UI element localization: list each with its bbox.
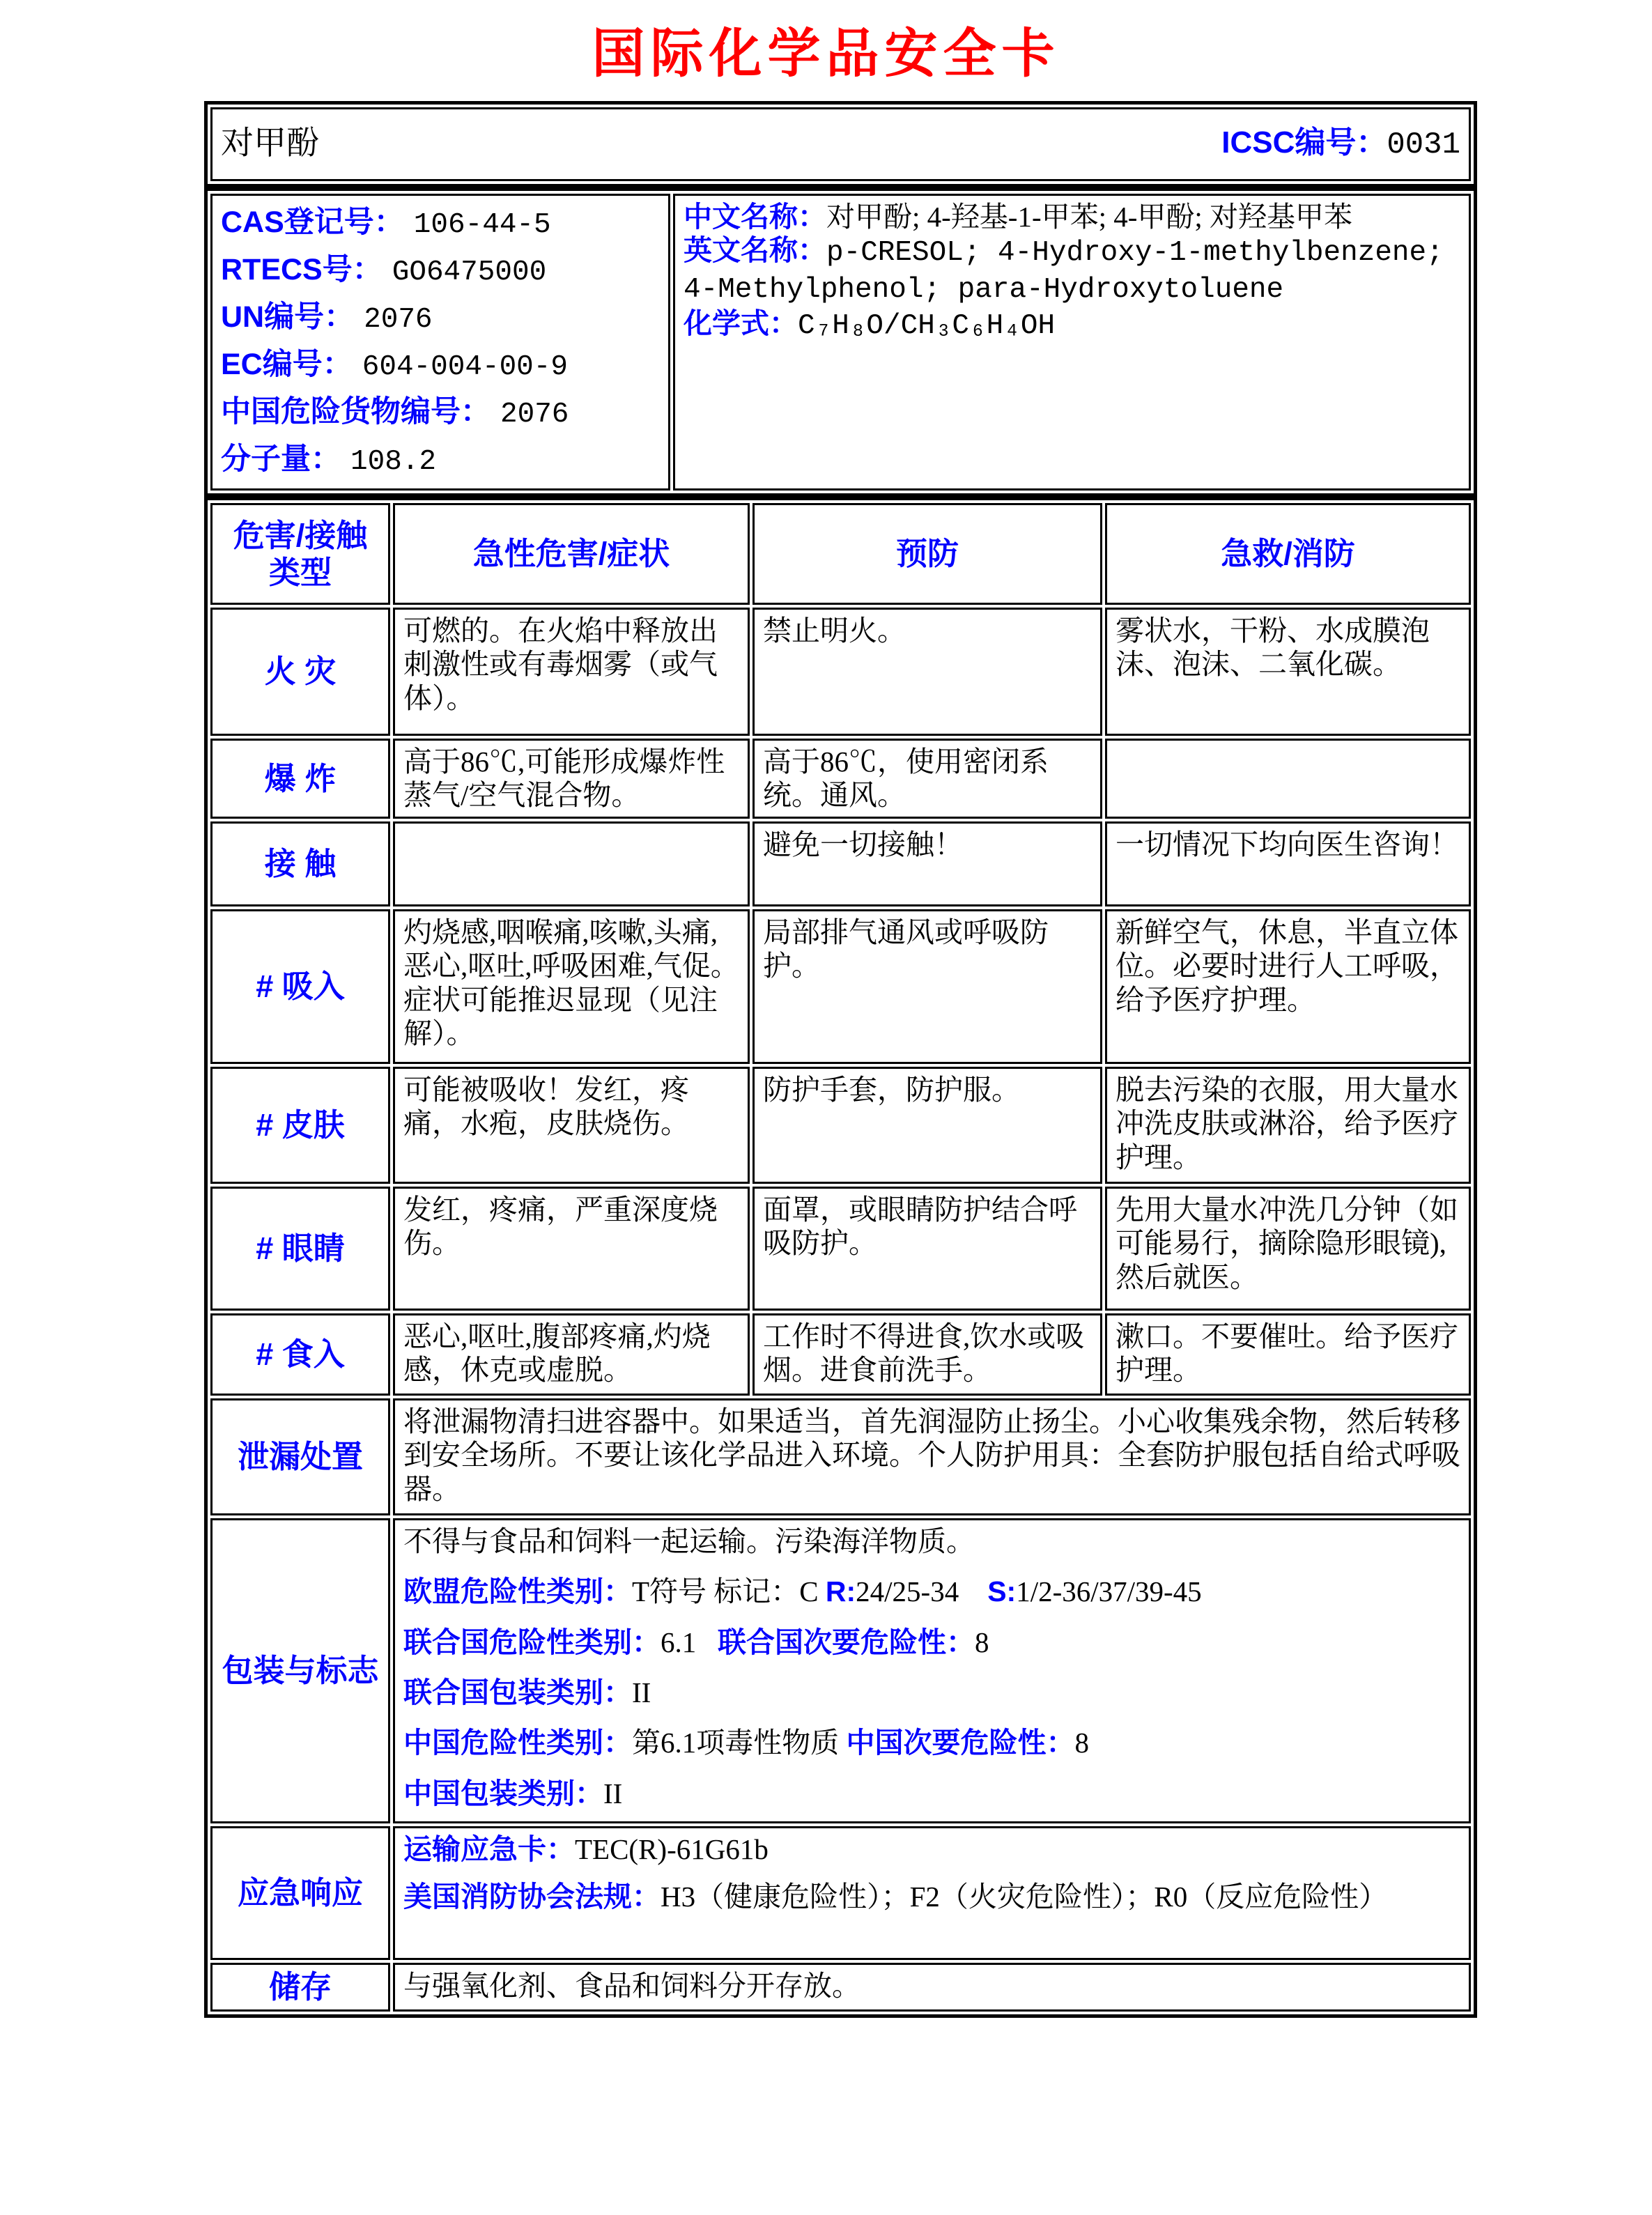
prevention-cell: 局部排气通风或呼吸防护。: [752, 909, 1102, 1064]
icsc-label: ICSC编号：: [1221, 125, 1387, 160]
english-name: [684, 233, 1460, 307]
symptoms-cell: 灼烧感,咽喉痛,咳嗽,头痛,恶心,呕吐,呼吸困难,气促。症状可能推迟显现（见注解）。: [393, 909, 750, 1064]
emergency-line: 美国消防协会法规：H3（健康危险性）；F2（火灾危险性）；R0（反应危险性）: [403, 1881, 1388, 1913]
chinese-name-value: 对甲酚; 4-羟基-1-甲苯; 4-甲酚; 对羟基甲苯: [826, 201, 1353, 233]
emergency-line: 运输应急卡：TEC(R)-61G61b: [403, 1832, 769, 1865]
emergency-row-label: 应急响应: [210, 1826, 390, 1960]
symptoms-cell: 可能被吸收！发红，疼痛，水疱，皮肤烧伤。: [393, 1067, 750, 1184]
identifier-row: [221, 200, 660, 247]
chemical-formula-value: C₇H₈O/CH₃C₆H₄OH: [798, 310, 1056, 343]
packaging-row: [210, 1518, 1471, 1823]
header-cell: [210, 107, 1471, 181]
icsc-number-group: [1221, 125, 1460, 164]
packaging-row-label: 包装与标志: [210, 1518, 390, 1823]
identifier-label: RTECS号：: [221, 253, 383, 286]
packaging-cell: [393, 1518, 1471, 1823]
firstaid-cell: 一切情况下均向医生咨询！: [1105, 821, 1471, 906]
firstaid-cell: 脱去污染的衣服，用大量水冲洗皮肤或淋浴，给予医疗护理。: [1105, 1067, 1471, 1184]
hazard-type-cell: # 眼睛: [210, 1187, 390, 1311]
hazard-header-type: [210, 503, 390, 605]
hazard-row-inhalation: [210, 909, 1471, 1064]
emergency-row: [210, 1826, 1471, 1960]
icsc-number: 0031: [1387, 128, 1460, 163]
hazard-type-cell: # 吸入: [210, 909, 390, 1064]
storage-text-cell: 与强氧化剂、食品和饲料分开存放。: [393, 1963, 1471, 2012]
identifier-value: 604-004-00-9: [362, 351, 568, 383]
identifier-value: 2076: [364, 304, 433, 336]
identifier-label: 分子量：: [221, 442, 341, 476]
symptoms-cell: 可燃的。在火焰中释放出刺激性或有毒烟雾（或气体）。: [393, 608, 750, 736]
chemical-formula-label: 化学式：: [684, 307, 798, 340]
prevention-cell: 工作时不得进食,饮水或吸烟。进食前洗手。: [752, 1313, 1102, 1396]
chinese-name-label: 中文名称：: [684, 201, 826, 233]
identity-table: [204, 187, 1477, 497]
identifier-label: CAS登记号：: [221, 206, 404, 239]
packaging-line: 中国包装类别：II: [403, 1777, 623, 1809]
symptoms-cell: 发红，疼痛，严重深度烧伤。: [393, 1187, 750, 1311]
identifier-row: [221, 342, 660, 389]
hazard-row-explosion: [210, 739, 1471, 819]
hazard-type-cell: 火 灾: [210, 608, 390, 736]
hazard-row-fire: [210, 608, 1471, 736]
prevention-cell: 避免一切接触！: [752, 821, 1102, 906]
prevention-cell: 防护手套，防护服。: [752, 1067, 1102, 1184]
hazard-type-cell: 接 触: [210, 821, 390, 906]
spill-row-label: 泄漏处置: [210, 1398, 390, 1515]
packaging-line: 欧盟危险性类别：T符号 标记：C R:24/25-34 S:1/2-36/37/39-45: [403, 1575, 1202, 1608]
identifier-value: 2076: [500, 399, 569, 431]
page-title: 国际化学品安全卡: [592, 24, 1060, 84]
prevention-cell: 面罩，或眼睛防护结合呼吸防护。: [752, 1187, 1102, 1311]
identifier-value: 106-44-5: [413, 209, 551, 241]
hazard-header-prevention: 预防: [752, 503, 1102, 605]
icsc-card: [204, 101, 1477, 2018]
identifier-row: [221, 437, 660, 484]
symptoms-cell: 恶心,呕吐,腹部疼痛,灼烧感，休克或虚脱。: [393, 1313, 750, 1396]
firstaid-cell: [1105, 739, 1471, 819]
hazard-header-type-line1: 危害/接触: [233, 517, 368, 553]
packaging-line: 中国危险性类别：第6.1项毒性物质 中国次要危险性：8: [403, 1727, 1089, 1759]
hazard-type-cell: # 食入: [210, 1313, 390, 1396]
identifier-label: EC编号：: [221, 348, 353, 381]
identifier-label: UN编号：: [221, 300, 355, 334]
hazard-row-eyes: [210, 1187, 1471, 1311]
hazard-type-cell: 爆 炸: [210, 739, 390, 819]
spill-row: [210, 1398, 1471, 1515]
english-name-label: 英文名称：: [684, 234, 826, 267]
prevention-cell: 高于86℃，使用密闭系统。通风。: [752, 739, 1102, 819]
chemical-formula: [684, 307, 1460, 343]
english-name-value: p-CRESOL; 4-Hydroxy-1-methylbenzene; 4-Methylphenol; para-Hydroxytoluene: [684, 237, 1444, 306]
hazard-header-firstaid: 急救/消防: [1105, 503, 1471, 605]
chinese-name: [684, 200, 1460, 233]
storage-row: [210, 1963, 1471, 2012]
names-cell: [673, 194, 1471, 491]
hazard-row-exposure: [210, 821, 1471, 906]
firstaid-cell: 新鲜空气，休息，半直立体位。必要时进行人工呼吸，给予医疗护理。: [1105, 909, 1471, 1064]
firstaid-cell: 漱口。不要催吐。给予医疗护理。: [1105, 1313, 1471, 1396]
identifier-row: [221, 295, 660, 342]
identifier-row: [221, 389, 660, 437]
header-row: [210, 107, 1471, 181]
prevention-cell: 禁止明火。: [752, 608, 1102, 736]
identifier-value: 108.2: [350, 446, 437, 478]
packaging-line: 联合国包装类别：II: [403, 1676, 651, 1708]
header-table: [204, 101, 1477, 187]
substance-name: 对甲酚: [221, 125, 319, 162]
identifier-label: 中国危险货物编号：: [221, 395, 491, 429]
symptoms-cell: [393, 821, 750, 906]
firstaid-cell: 先用大量水冲洗几分钟（如可能易行，摘除隐形眼镜),然后就医。: [1105, 1187, 1471, 1311]
hazard-row-ingestion: [210, 1313, 1471, 1396]
identifier-row: [221, 247, 660, 295]
identifiers-cell: [210, 194, 670, 491]
packaging-line: 联合国危险性类别：6.1 联合国次要危险性：8: [403, 1626, 989, 1658]
hazard-header-row: [210, 503, 1471, 605]
storage-row-label: 储存: [210, 1963, 390, 2012]
identity-row: [210, 194, 1471, 491]
packaging-line: 不得与食品和饲料一起运输。污染海洋物质。: [403, 1525, 975, 1557]
hazard-type-cell: # 皮肤: [210, 1067, 390, 1184]
hazard-header-symptoms: 急性危害/症状: [393, 503, 750, 605]
hazard-row-skin: [210, 1067, 1471, 1184]
emergency-cell: [393, 1826, 1471, 1960]
hazard-header-type-line2: 类型: [268, 555, 332, 590]
firstaid-cell: 雾状水，干粉、水成膜泡沫、泡沫、二氧化碳。: [1105, 608, 1471, 736]
identifier-value: GO6475000: [392, 256, 547, 288]
symptoms-cell: 高于86℃,可能形成爆炸性蒸气/空气混合物。: [393, 739, 750, 819]
spill-text-cell: 将泄漏物清扫进容器中。如果适当，首先润湿防止扬尘。小心收集残余物，然后转移到安全场所。不要让该化学品进入环境。个人防护用具：全套防护服包括自给式呼吸器。: [393, 1398, 1471, 1515]
hazard-table: [204, 497, 1477, 2018]
